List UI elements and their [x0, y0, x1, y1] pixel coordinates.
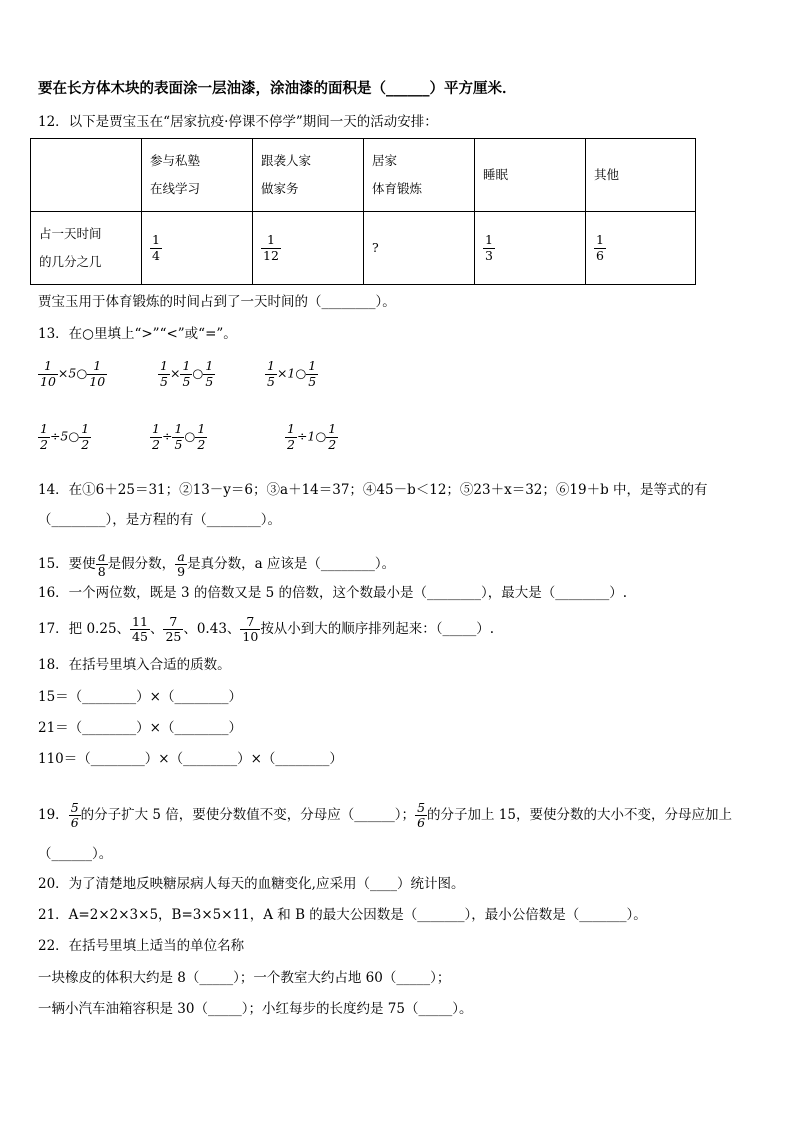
q12-stem: 12．以下是贾宝玉在“居家抗疫·停课不停学”期间一天的活动安排： [38, 114, 438, 130]
q13-item-4: $\frac{1}{2}$ ÷5○ $\frac{1}{2}$ [40, 421, 90, 452]
value-other: $\frac{1}{6}$ [586, 212, 696, 285]
q13-item-1: $\frac{1}{10}$ ×5○ $\frac{1}{10}$ [40, 358, 106, 389]
value-exercise: ? [364, 212, 475, 285]
q12-question: 贾宝玉用于体育锻炼的时间占到了一天时间的（________）。 [38, 294, 396, 310]
value-sleep: $\frac{1}{3}$ [475, 212, 586, 285]
q11-tail: 要在长方体木块的表面涂一层油漆，涂油漆的面积是（______）平方厘米． [38, 80, 517, 97]
q13-item-6: $\frac{1}{2}$ ÷1○ $\frac{1}{2}$ [287, 421, 337, 452]
q17: 17．把 0.25、 $\frac{11}{45}$ 、 $\frac{7}{25}$ 、0.43、 $\frac{7}{10}$ 按从小到大的顺序排列起来：（_____）. [38, 613, 495, 644]
activity-table [30, 138, 696, 285]
header-other: 其他 [586, 139, 696, 212]
table-corner-cell [31, 139, 142, 212]
row-label: 占一天时间 的几分之几 [31, 212, 142, 285]
q13-item-5: $\frac{1}{2}$ ÷ $\frac{1}{5}$ ○ $\frac{1}{2}$ [152, 421, 206, 452]
value-housework: $\frac{1}{12}$ [253, 212, 364, 285]
header-housework: 跟袭人家 做家务 [253, 139, 364, 212]
q18-line-1: 15＝（________）×（________） [38, 689, 242, 705]
q22-stem: 22．在括号里填上适当的单位名称 [38, 938, 245, 954]
header-exercise: 居家 体育锻炼 [364, 139, 475, 212]
q13-item-2: $\frac{1}{5}$ × $\frac{1}{5}$ ○ $\frac{1}{5}$ [160, 358, 214, 389]
q21: 21．A=2×2×3×5，B=3×5×11，A 和 B 的最大公因数是（_______），最小公倍数是（_______）。 [38, 907, 647, 923]
q14-line2: （________），是方程的有（________）。 [38, 512, 281, 528]
q14-line1: 14．在①6＋25＝31；②13－y＝6；③a＋14＝37；④45－b＜12；⑤23＋x＝32；⑥19＋b 中，是等式的有 [38, 482, 708, 498]
value-study: $\frac{1}{4}$ [142, 212, 253, 285]
q18-line-3: 110＝（________）×（________）×（________） [38, 751, 343, 767]
q20: 20．为了清楚地反映糖尿病人每天的血糖变化,应采用（____）统计图。 [38, 876, 465, 892]
header-sleep: 睡眠 [475, 139, 586, 212]
q19-line1: 19． $\frac{5}{6}$ 的分子扩大 5 倍，要使分数值不变，分母应（______）； $\frac{5}{6}$ 的分子加上 15，要使分数的大小不变，分母应加上 [38, 799, 732, 830]
q19-line2: （______）。 [38, 846, 113, 862]
q13-stem: 13．在○里填上“>”“<”或“=”。 [38, 326, 237, 342]
q16: 16．一个两位数，既是 3 的倍数又是 5 的倍数，这个数最小是（________），最大是（________）. [38, 585, 628, 601]
q22-line2: 一辆小汽车油箱容积是 30（_____）；小红每步的长度约是 75（_____）。 [38, 1001, 473, 1017]
q18-stem: 18．在括号里填入合适的质数。 [38, 657, 231, 673]
q18-line-2: 21＝（________）×（________） [38, 720, 242, 736]
header-study: 参与私塾 在线学习 [142, 139, 253, 212]
table-header-row [31, 139, 696, 212]
q22-line1: 一块橡皮的体积大约是 8（_____）；一个教室大约占地 60（_____）； [38, 970, 451, 986]
q13-item-3: $\frac{1}{5}$ ×1○ $\frac{1}{5}$ [267, 358, 317, 389]
table-value-row [31, 212, 696, 285]
q15: 15．要使 $\frac{a}{8}$ 是假分数， $\frac{a}{9}$ 是真分数，a 应该是（________）。 [38, 548, 396, 579]
